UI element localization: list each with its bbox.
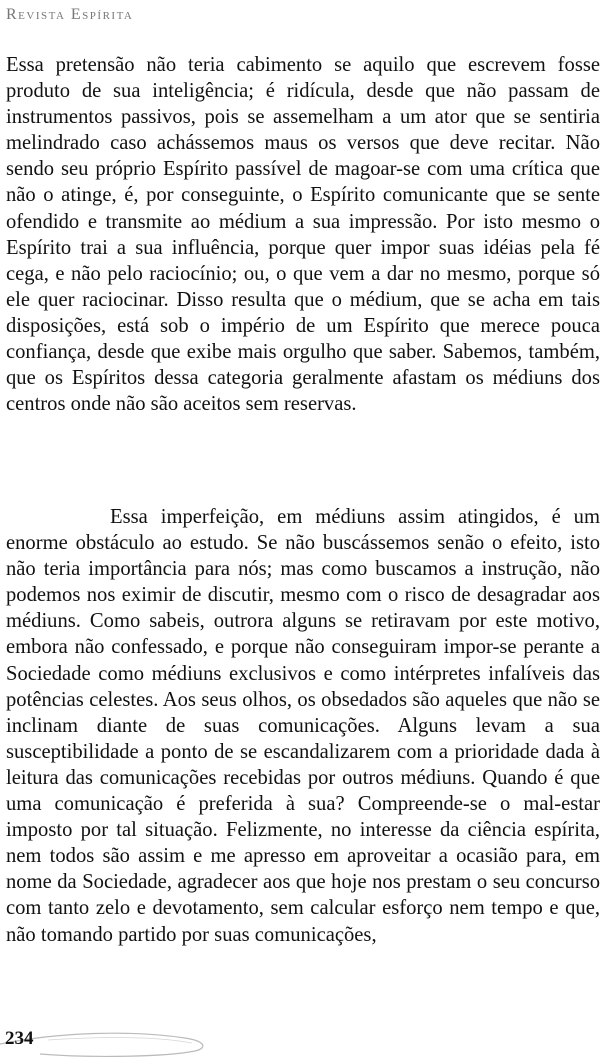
page-number: 234 [5,1028,34,1049]
decorative-footer-swash [0,1010,607,1062]
body-paragraph-1: Essa pretensão não teria cabimento se aquilo que escrevem fosse produto de sua inteligência; é ridícula, desde que não passam de instrumentos passivos, pois se assemelham a um ator que se sentiria melindrado caso achássemos maus os versos que deve recitar. Não sendo seu próprio Espírito passível de magoar-se com uma crítica que não o atinge, é, por conseguinte, o Espírito comunicante que se sente ofendido e transmite ao médium a sua impressão. Por isto mesmo o Espírito trai a sua influência, porque quer impor suas idéias pela fé cega, e não pelo raciocínio; ou, o que vem a dar no mesmo, porque só ele quer raciocinar. Disso resulta que o médium, que se acha em tais disposições, está sob o império de um Espírito que merece pouca confiança, desde que exibe mais orgulho que saber. Sabemos, também, que os Espíritos dessa categoria geralmente afastam os médiuns dos centros onde não são aceitos sem reservas. [6,54,600,416]
running-header: Revista Espírita [6,6,134,23]
body-paragraph-2: Essa imperfeição, em médiuns assim atingidos, é um enorme obstáculo ao estudo. Se não buscássemos senão o efeito, isto não teria importância para nós; mas como buscamos a instrução, não podemos nos eximir de discutir, mesmo com o risco de desagradar aos médiuns. Como sabeis, outrora alguns se retiravam por este motivo, embora não confessado, e porque não conseguiram impor-se perante a Sociedade como médiuns exclusivos e como intérpretes infalíveis das potências celestes. Aos seus olhos, os obsedados são aqueles que não se inclinam diante de suas comunicações. Alguns levam a sua susceptibilidade a ponto de se escandalizarem com a prioridade dada à leitura das comunicações recebidas por outros médiuns. Quando é que uma comunicação é preferida à sua? Compreende-se o mal-estar imposto por tal situação. Felizmente, no interesse da ciência espírita, nem todos são assim e me apresso em aproveitar a ocasião para, em nome da Sociedade, agradecer aos que hoje nos prestam o seu concurso com tanto zelo e devotamento, sem calcular esforço nem tempo e que, não tomando partido por suas comunicações, [6,506,600,946]
